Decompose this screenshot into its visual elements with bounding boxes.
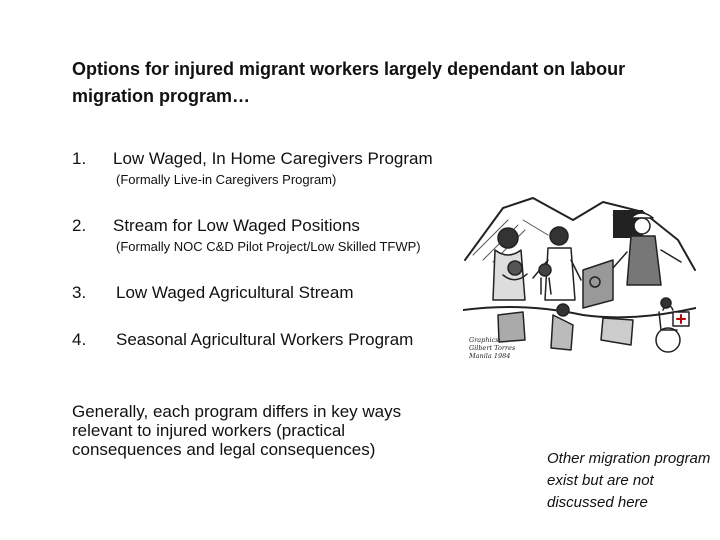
program-3-number: 3. xyxy=(72,283,87,302)
migrant-workers-illustration xyxy=(463,190,696,370)
program-4-name: Seasonal Agricultural Workers Program xyxy=(116,330,414,349)
side-note: Other migration program exist but are not discussed here xyxy=(547,450,711,511)
illustration-credit-line-1: Graphics: xyxy=(469,336,501,344)
program-1-number: 1. xyxy=(72,149,87,168)
slide-title: Options for injured migrant workers largely dependant on labour migration program… xyxy=(72,59,626,106)
illustration-credit-line-3: Manila 1984 xyxy=(469,352,511,360)
summary-text: Generally, each program differs in key ways relevant to injured workers (practical consequences and legal consequences) xyxy=(72,402,402,459)
program-2-number: 2. xyxy=(72,216,87,235)
program-1-note: (Formally Live-in Caregivers Program) xyxy=(116,172,337,187)
illustration-credit-line-2: Gilbert Torres xyxy=(469,344,516,352)
program-2-note: (Formally NOC C&D Pilot Project/Low Skilled TFWP) xyxy=(116,239,421,254)
program-2-name: Stream for Low Waged Positions xyxy=(113,216,360,235)
program-3-name: Low Waged Agricultural Stream xyxy=(116,283,354,302)
program-1-name: Low Waged, In Home Caregivers Program xyxy=(113,149,433,168)
program-4-number: 4. xyxy=(72,330,87,349)
